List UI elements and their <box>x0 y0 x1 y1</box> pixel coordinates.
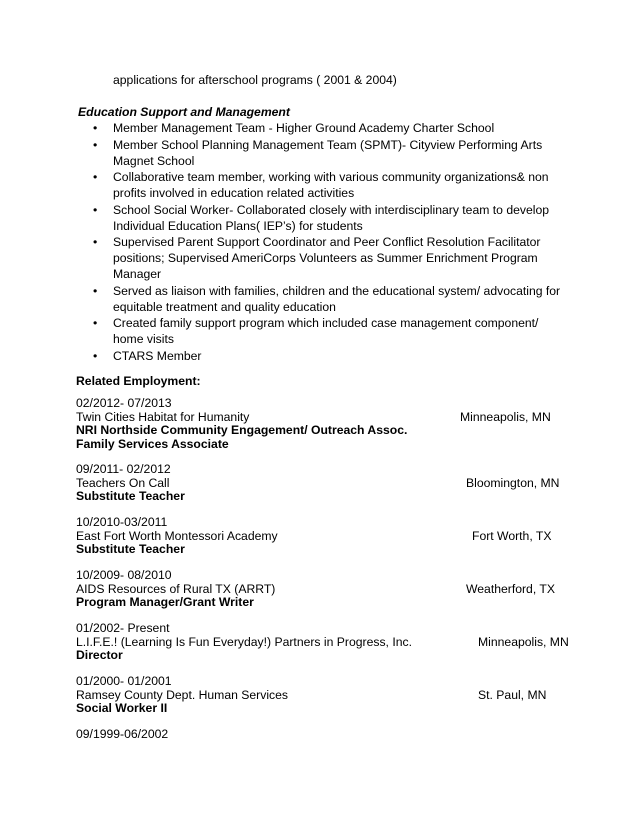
job-location: Weatherford, TX <box>466 581 555 596</box>
job-location: Bloomington, MN <box>466 475 560 490</box>
job-organization: East Fort Worth Montessori Academy <box>76 528 278 543</box>
list-item <box>93 120 568 136</box>
job-entry <box>76 463 576 504</box>
job-entry <box>76 516 576 557</box>
job-entry <box>76 675 576 716</box>
bullet-text: Served as liaison with families, children and the educational system/ advocating for equitable treatment and quality education <box>113 283 561 314</box>
bullet-text: Supervised Parent Support Coordinator and Peer Conflict Resolution Facilitator positions; Supervised AmeriCorps Volunteers as Summer Enrichment Program Manager <box>113 235 541 281</box>
bullet-icon: • <box>93 170 98 184</box>
job-title: Substitute Teacher <box>76 542 185 556</box>
bullet-icon: • <box>93 283 98 298</box>
job-organization: AIDS Resources of Rural TX (ARRT) <box>76 581 276 596</box>
job-location: Fort Worth, TX <box>472 528 552 543</box>
bullet-icon: • <box>93 137 98 152</box>
bullet-text: Member Management Team - Higher Ground Academy Charter School <box>113 121 495 135</box>
bullet-icon: • <box>93 202 98 217</box>
job-entry <box>76 622 576 663</box>
job-dates: 09/1999-06/2002 <box>76 727 169 741</box>
job-title: NRI Northside Community Engagement/ Outreach Assoc. <box>76 423 408 437</box>
job-dates: 10/2010-03/2011 <box>76 515 168 529</box>
job-organization: Twin Cities Habitat for Humanity <box>76 409 250 424</box>
job-title: Director <box>76 648 123 662</box>
bullet-text: CTARS Member <box>113 348 202 363</box>
job-title: Social Worker II <box>76 701 168 715</box>
job-entry <box>76 728 576 742</box>
bullet-text: Collaborative team member, working with various community organizations& non profits involved in education related activities <box>113 170 549 200</box>
list-item <box>93 202 568 234</box>
related-employment-heading: Related Employment: <box>76 374 201 388</box>
job-organization: L.I.F.E.! (Learning Is Fun Everyday!) Partners in Progress, Inc. <box>76 634 412 649</box>
list-item <box>93 169 568 201</box>
list-item <box>93 137 568 169</box>
job-entry <box>76 569 576 610</box>
job-entry <box>76 397 576 451</box>
bullet-icon: • <box>93 121 98 135</box>
job-dates: 10/2009- 08/2010 <box>76 568 172 582</box>
bullet-text: Member School Planning Management Team (SPMT)- Cityview Performing Arts Magnet School <box>113 137 543 168</box>
job-title: Program Manager/Grant Writer <box>76 595 254 609</box>
list-item <box>93 348 568 364</box>
list-item <box>93 315 568 347</box>
job-dates: 01/2000- 01/2001 <box>76 674 172 688</box>
job-location: Minneapolis, MN <box>460 409 551 424</box>
bullet-icon: • <box>93 316 98 330</box>
job-location: Minneapolis, MN <box>478 634 569 649</box>
job-title-secondary: Family Services Associate <box>76 436 229 451</box>
job-dates: 01/2002- Present <box>76 621 170 635</box>
job-organization: Ramsey County Dept. Human Services <box>76 687 289 702</box>
education-bullet-list <box>93 120 568 364</box>
job-location: St. Paul, MN <box>478 687 547 702</box>
bullet-icon: • <box>93 235 98 249</box>
list-item <box>93 283 568 315</box>
list-item <box>93 234 568 282</box>
bullet-text: School Social Worker- Collaborated closely with interdisciplinary team to develop Individual Education Plans( IEP’s) for students <box>113 202 550 233</box>
job-dates: 09/2011- 02/2012 <box>76 462 171 476</box>
job-organization: Teachers On Call <box>76 475 170 490</box>
continuation-line: applications for afterschool programs ( 2001 & 2004) <box>113 73 397 87</box>
bullet-text: Created family support program which included case management component/ home visits <box>113 316 539 346</box>
education-heading: Education Support and Management <box>78 105 290 119</box>
job-dates: 02/2012- 07/2013 <box>76 396 172 410</box>
bullet-icon: • <box>93 348 98 363</box>
job-title: Substitute Teacher <box>76 489 185 503</box>
